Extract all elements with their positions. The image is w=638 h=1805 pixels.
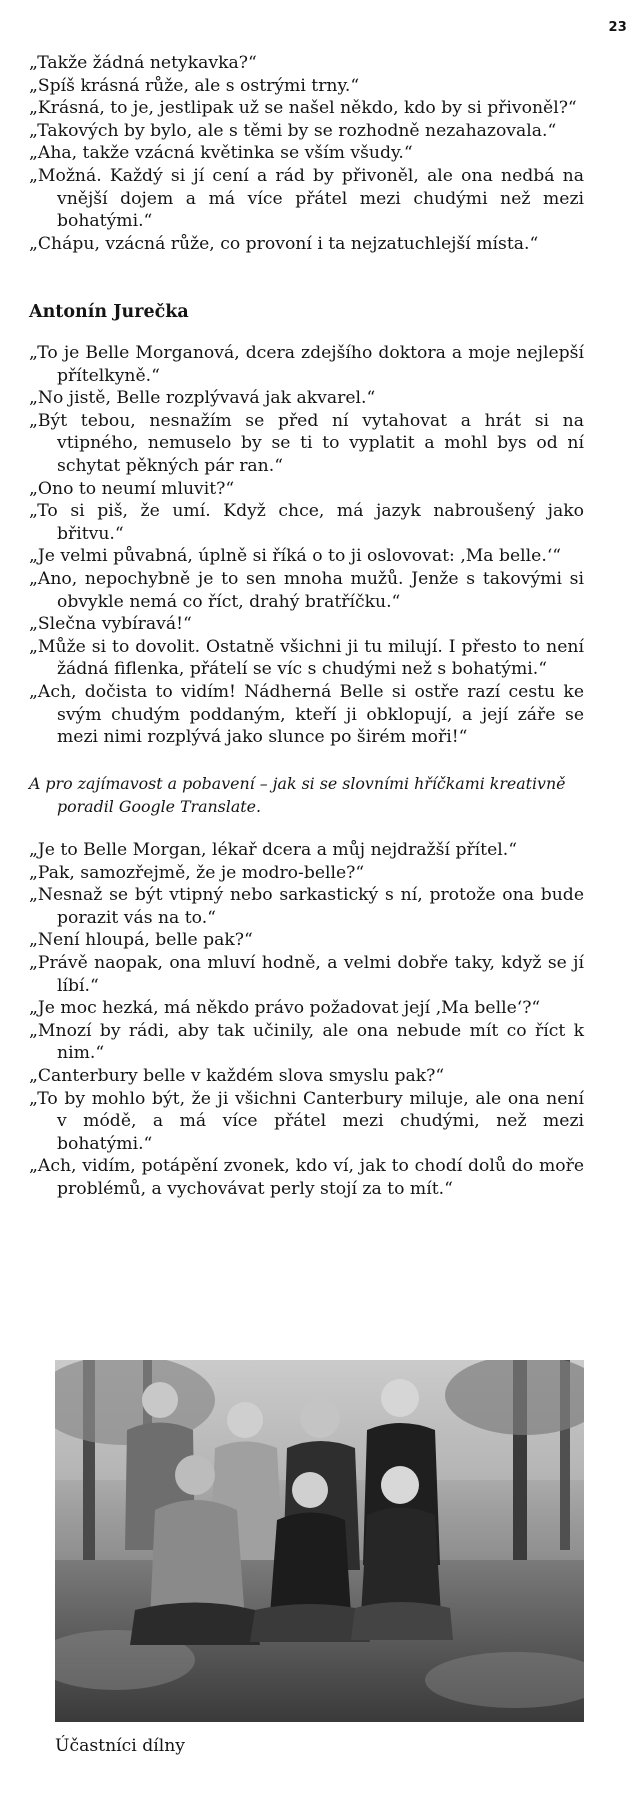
dialogue-line: „Ach, vidím, potápění zvonek, kdo ví, jak to chodí dolů do moře problémů, a vychovávat perly stojí za to mít.“	[29, 1156, 584, 1199]
dialogue-line: „Je moc hezká, má někdo právo požadovat její ‚Ma belle‘?“	[29, 998, 541, 1019]
dialogue-line: „Je velmi půvabná, úplně si říká o to ji oslovovat: ‚Ma belle.‘“	[29, 546, 562, 567]
page-number: 23	[608, 20, 627, 35]
dialogue-line: „Ono to neumí mluvit?“	[29, 478, 235, 499]
dialogue-line: „Aha, takže vzácná květinka se vším všudy.“	[29, 143, 413, 164]
dialogue-line: „To by mohlo být, že ji všichni Canterbury miluje, ale ona není v módě, a má více přátel mezi chudými, než mezi bohatými.“	[29, 1088, 584, 1154]
dialogue-line: „Chápu, vzácná růže, co provoní i ta nejzatuchlejší místa.“	[29, 233, 539, 254]
section-heading: Antonín Jurečka	[29, 302, 189, 322]
photo-caption: Účastníci dílny	[55, 1736, 186, 1756]
dialogue-line: „Není hloupá, belle pak?“	[29, 930, 253, 951]
dialogue-line: „Právě naopak, ona mluví hodně, a velmi dobře taky, když se jí líbí.“	[29, 952, 584, 996]
dialogue-line: „Krásná, to je, jestlipak už se našel někdo, kdo by si přivoněl?“	[29, 98, 577, 119]
dialogue-line: „To je Belle Morganová, dcera zdejšího doktora a moje nejlepší přítelkyně.“	[29, 343, 584, 386]
dialogue-line: „Ach, dočista to vidím! Nádherná Belle si ostře razí cestu ke svým chudým poddaným, kteří ji obklopují, a její záře se mezi nimi rozplývá jako slunce po širém moři!“	[29, 681, 584, 748]
dialogue-line: „Možná. Každý si jí cení a rád by přivoněl, ale ona nedbá na vnější dojem a má více přátel mezi chudými než mezi bohatými.“	[29, 165, 584, 232]
dialogue-line: „Je to Belle Morgan, lékař dcera a můj nejdražší přítel.“	[29, 840, 518, 860]
dialogue-line: „Pak, samozřejmě, že je modro-belle?“	[29, 862, 365, 883]
group-photo	[55, 1360, 584, 1722]
dialogue-block-3	[29, 839, 584, 1201]
dialogue-line: „Být tebou, nesnažím se před ní vytahovat a hrát si na vtipného, nemuselo by se ti to vyplatit a mohl bys od ní schytat pěkných pár ran.“	[29, 410, 584, 476]
dialogue-line: „Canterbury belle v každém slova smyslu pak?“	[29, 1065, 445, 1086]
dialogue-line: „No jistě, Belle rozplývavá jak akvarel.“	[29, 388, 376, 409]
dialogue-line: „Ano, nepochybně je to sen mnoha mužů. Jenže s takovými si obvykle nemá co říct, drahý bratříčku.“	[29, 568, 584, 612]
dialogue-line: „Může si to dovolit. Ostatně všichni ji tu milují. I přesto to není žádná fiflenka, přátelí se víc s chudými než s bohatými.“	[29, 636, 584, 680]
translation-note: A pro zajímavost a pobavení – jak si se slovními hříčkami kreativně poradil Google Translate.	[29, 774, 566, 816]
dialogue-line: „Mnozí by rádi, aby tak učinily, ale ona nebude mít co říct k nim.“	[29, 1020, 584, 1064]
dialogue-block-1	[29, 52, 584, 255]
dialogue-block-2	[29, 342, 584, 749]
dialogue-line: „Nesnaž se být vtipný nebo sarkastický s ní, protože ona bude porazit vás na to.“	[29, 885, 584, 928]
dialogue-line: „Takových by bylo, ale s těmi by se rozhodně nezahazovala.“	[29, 120, 557, 141]
dialogue-line: „To si piš, že umí. Když chce, má jazyk nabroušený jako břitvu.“	[29, 501, 584, 544]
dialogue-line: „Spíš krásná růže, ale s ostrými trny.“	[29, 75, 360, 96]
dialogue-line: „Takže žádná netykavka?“	[29, 53, 257, 73]
dialogue-line: „Slečna vybíravá!“	[29, 614, 192, 635]
